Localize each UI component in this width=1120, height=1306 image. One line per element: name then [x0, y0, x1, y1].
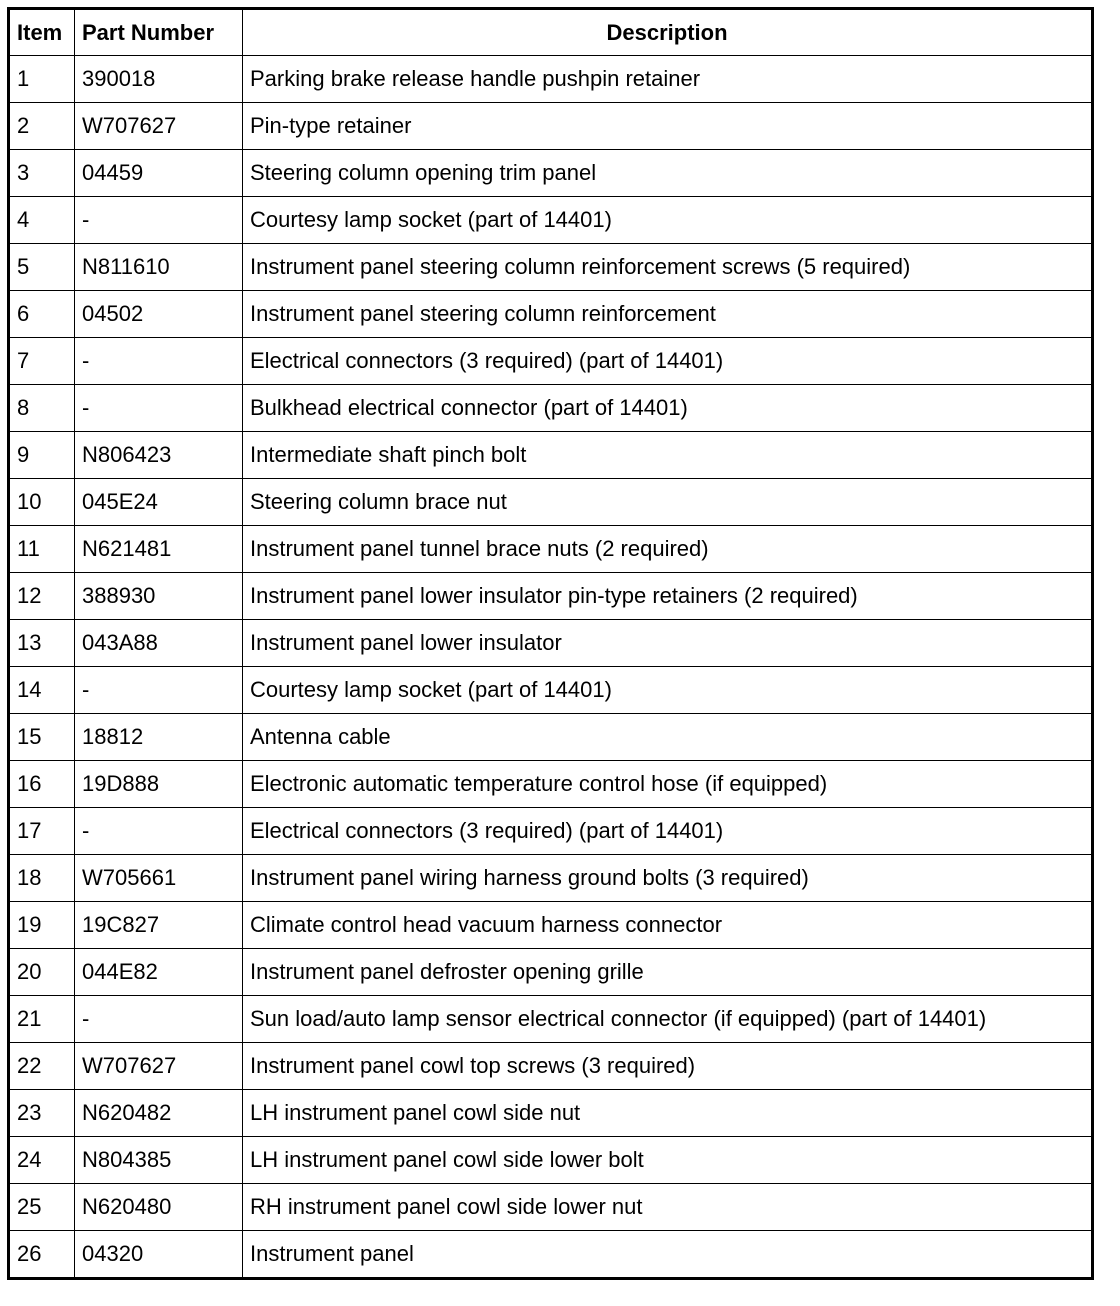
table-row	[9, 1184, 1093, 1231]
header-item: Item	[9, 9, 75, 56]
part-number-cell: 390018	[75, 56, 243, 103]
parts-table-body	[9, 56, 1093, 1279]
description-cell: Instrument panel	[243, 1231, 1093, 1279]
description-cell: Instrument panel steering column reinforcement screws (5 required)	[243, 244, 1093, 291]
part-number-cell: 04459	[75, 150, 243, 197]
description-cell: Instrument panel cowl top screws (3 required)	[243, 1043, 1093, 1090]
item-cell: 19	[9, 902, 75, 949]
table-row	[9, 1090, 1093, 1137]
item-cell: 21	[9, 996, 75, 1043]
description-cell: RH instrument panel cowl side lower nut	[243, 1184, 1093, 1231]
description-cell: Electrical connectors (3 required) (part of 14401)	[243, 808, 1093, 855]
part-number-cell: 19D888	[75, 761, 243, 808]
parts-table	[7, 7, 1094, 1280]
description-cell: Instrument panel lower insulator	[243, 620, 1093, 667]
table-row	[9, 432, 1093, 479]
item-cell: 13	[9, 620, 75, 667]
header-part-number: Part Number	[75, 9, 243, 56]
description-cell: Instrument panel tunnel brace nuts (2 required)	[243, 526, 1093, 573]
item-cell: 8	[9, 385, 75, 432]
table-row	[9, 244, 1093, 291]
description-cell: LH instrument panel cowl side nut	[243, 1090, 1093, 1137]
header-row	[9, 9, 1093, 56]
description-cell: Sun load/auto lamp sensor electrical connector (if equipped) (part of 14401)	[243, 996, 1093, 1043]
part-number-cell: W707627	[75, 103, 243, 150]
description-cell: Electronic automatic temperature control hose (if equipped)	[243, 761, 1093, 808]
part-number-cell: W705661	[75, 855, 243, 902]
table-row	[9, 714, 1093, 761]
description-cell: Instrument panel defroster opening grille	[243, 949, 1093, 996]
part-number-cell: N621481	[75, 526, 243, 573]
part-number-cell: N806423	[75, 432, 243, 479]
part-number-cell: W707627	[75, 1043, 243, 1090]
item-cell: 16	[9, 761, 75, 808]
item-cell: 5	[9, 244, 75, 291]
description-cell: Courtesy lamp socket (part of 14401)	[243, 197, 1093, 244]
table-row	[9, 949, 1093, 996]
table-row	[9, 1043, 1093, 1090]
description-cell: Instrument panel lower insulator pin-type retainers (2 required)	[243, 573, 1093, 620]
part-number-cell: -	[75, 338, 243, 385]
item-cell: 11	[9, 526, 75, 573]
part-number-cell: 04502	[75, 291, 243, 338]
item-cell: 10	[9, 479, 75, 526]
table-row	[9, 526, 1093, 573]
item-cell: 6	[9, 291, 75, 338]
part-number-cell: N620480	[75, 1184, 243, 1231]
item-cell: 24	[9, 1137, 75, 1184]
table-row	[9, 996, 1093, 1043]
description-cell: Antenna cable	[243, 714, 1093, 761]
description-cell: Instrument panel steering column reinforcement	[243, 291, 1093, 338]
item-cell: 3	[9, 150, 75, 197]
item-cell: 17	[9, 808, 75, 855]
table-row	[9, 56, 1093, 103]
item-cell: 26	[9, 1231, 75, 1279]
part-number-cell: 388930	[75, 573, 243, 620]
description-cell: Pin-type retainer	[243, 103, 1093, 150]
part-number-cell: 18812	[75, 714, 243, 761]
item-cell: 25	[9, 1184, 75, 1231]
item-cell: 1	[9, 56, 75, 103]
description-cell: Courtesy lamp socket (part of 14401)	[243, 667, 1093, 714]
description-cell: Instrument panel wiring harness ground bolts (3 required)	[243, 855, 1093, 902]
table-row	[9, 761, 1093, 808]
item-cell: 4	[9, 197, 75, 244]
part-number-cell: -	[75, 197, 243, 244]
item-cell: 22	[9, 1043, 75, 1090]
description-cell: Climate control head vacuum harness connector	[243, 902, 1093, 949]
header-description: Description	[243, 9, 1093, 56]
table-row	[9, 620, 1093, 667]
table-row	[9, 197, 1093, 244]
item-cell: 15	[9, 714, 75, 761]
item-cell: 7	[9, 338, 75, 385]
item-cell: 9	[9, 432, 75, 479]
description-cell: Electrical connectors (3 required) (part of 14401)	[243, 338, 1093, 385]
table-row	[9, 291, 1093, 338]
item-cell: 12	[9, 573, 75, 620]
part-number-cell: N811610	[75, 244, 243, 291]
part-number-cell: N620482	[75, 1090, 243, 1137]
item-cell: 14	[9, 667, 75, 714]
table-row	[9, 902, 1093, 949]
part-number-cell: 045E24	[75, 479, 243, 526]
part-number-cell: -	[75, 667, 243, 714]
description-cell: Steering column opening trim panel	[243, 150, 1093, 197]
item-cell: 18	[9, 855, 75, 902]
table-row	[9, 338, 1093, 385]
table-row	[9, 573, 1093, 620]
description-cell: Bulkhead electrical connector (part of 14401)	[243, 385, 1093, 432]
part-number-cell: 19C827	[75, 902, 243, 949]
part-number-cell: -	[75, 808, 243, 855]
item-cell: 2	[9, 103, 75, 150]
part-number-cell: -	[75, 385, 243, 432]
description-cell: LH instrument panel cowl side lower bolt	[243, 1137, 1093, 1184]
table-row	[9, 1231, 1093, 1279]
part-number-cell: N804385	[75, 1137, 243, 1184]
table-row	[9, 667, 1093, 714]
parts-table-header	[9, 9, 1093, 56]
table-row	[9, 103, 1093, 150]
item-cell: 20	[9, 949, 75, 996]
table-row	[9, 150, 1093, 197]
description-cell: Parking brake release handle pushpin retainer	[243, 56, 1093, 103]
description-cell: Steering column brace nut	[243, 479, 1093, 526]
table-row	[9, 479, 1093, 526]
table-row	[9, 855, 1093, 902]
part-number-cell: -	[75, 996, 243, 1043]
part-number-cell: 04320	[75, 1231, 243, 1279]
part-number-cell: 043A88	[75, 620, 243, 667]
item-cell: 23	[9, 1090, 75, 1137]
part-number-cell: 044E82	[75, 949, 243, 996]
table-row	[9, 385, 1093, 432]
table-row	[9, 808, 1093, 855]
description-cell: Intermediate shaft pinch bolt	[243, 432, 1093, 479]
table-row	[9, 1137, 1093, 1184]
